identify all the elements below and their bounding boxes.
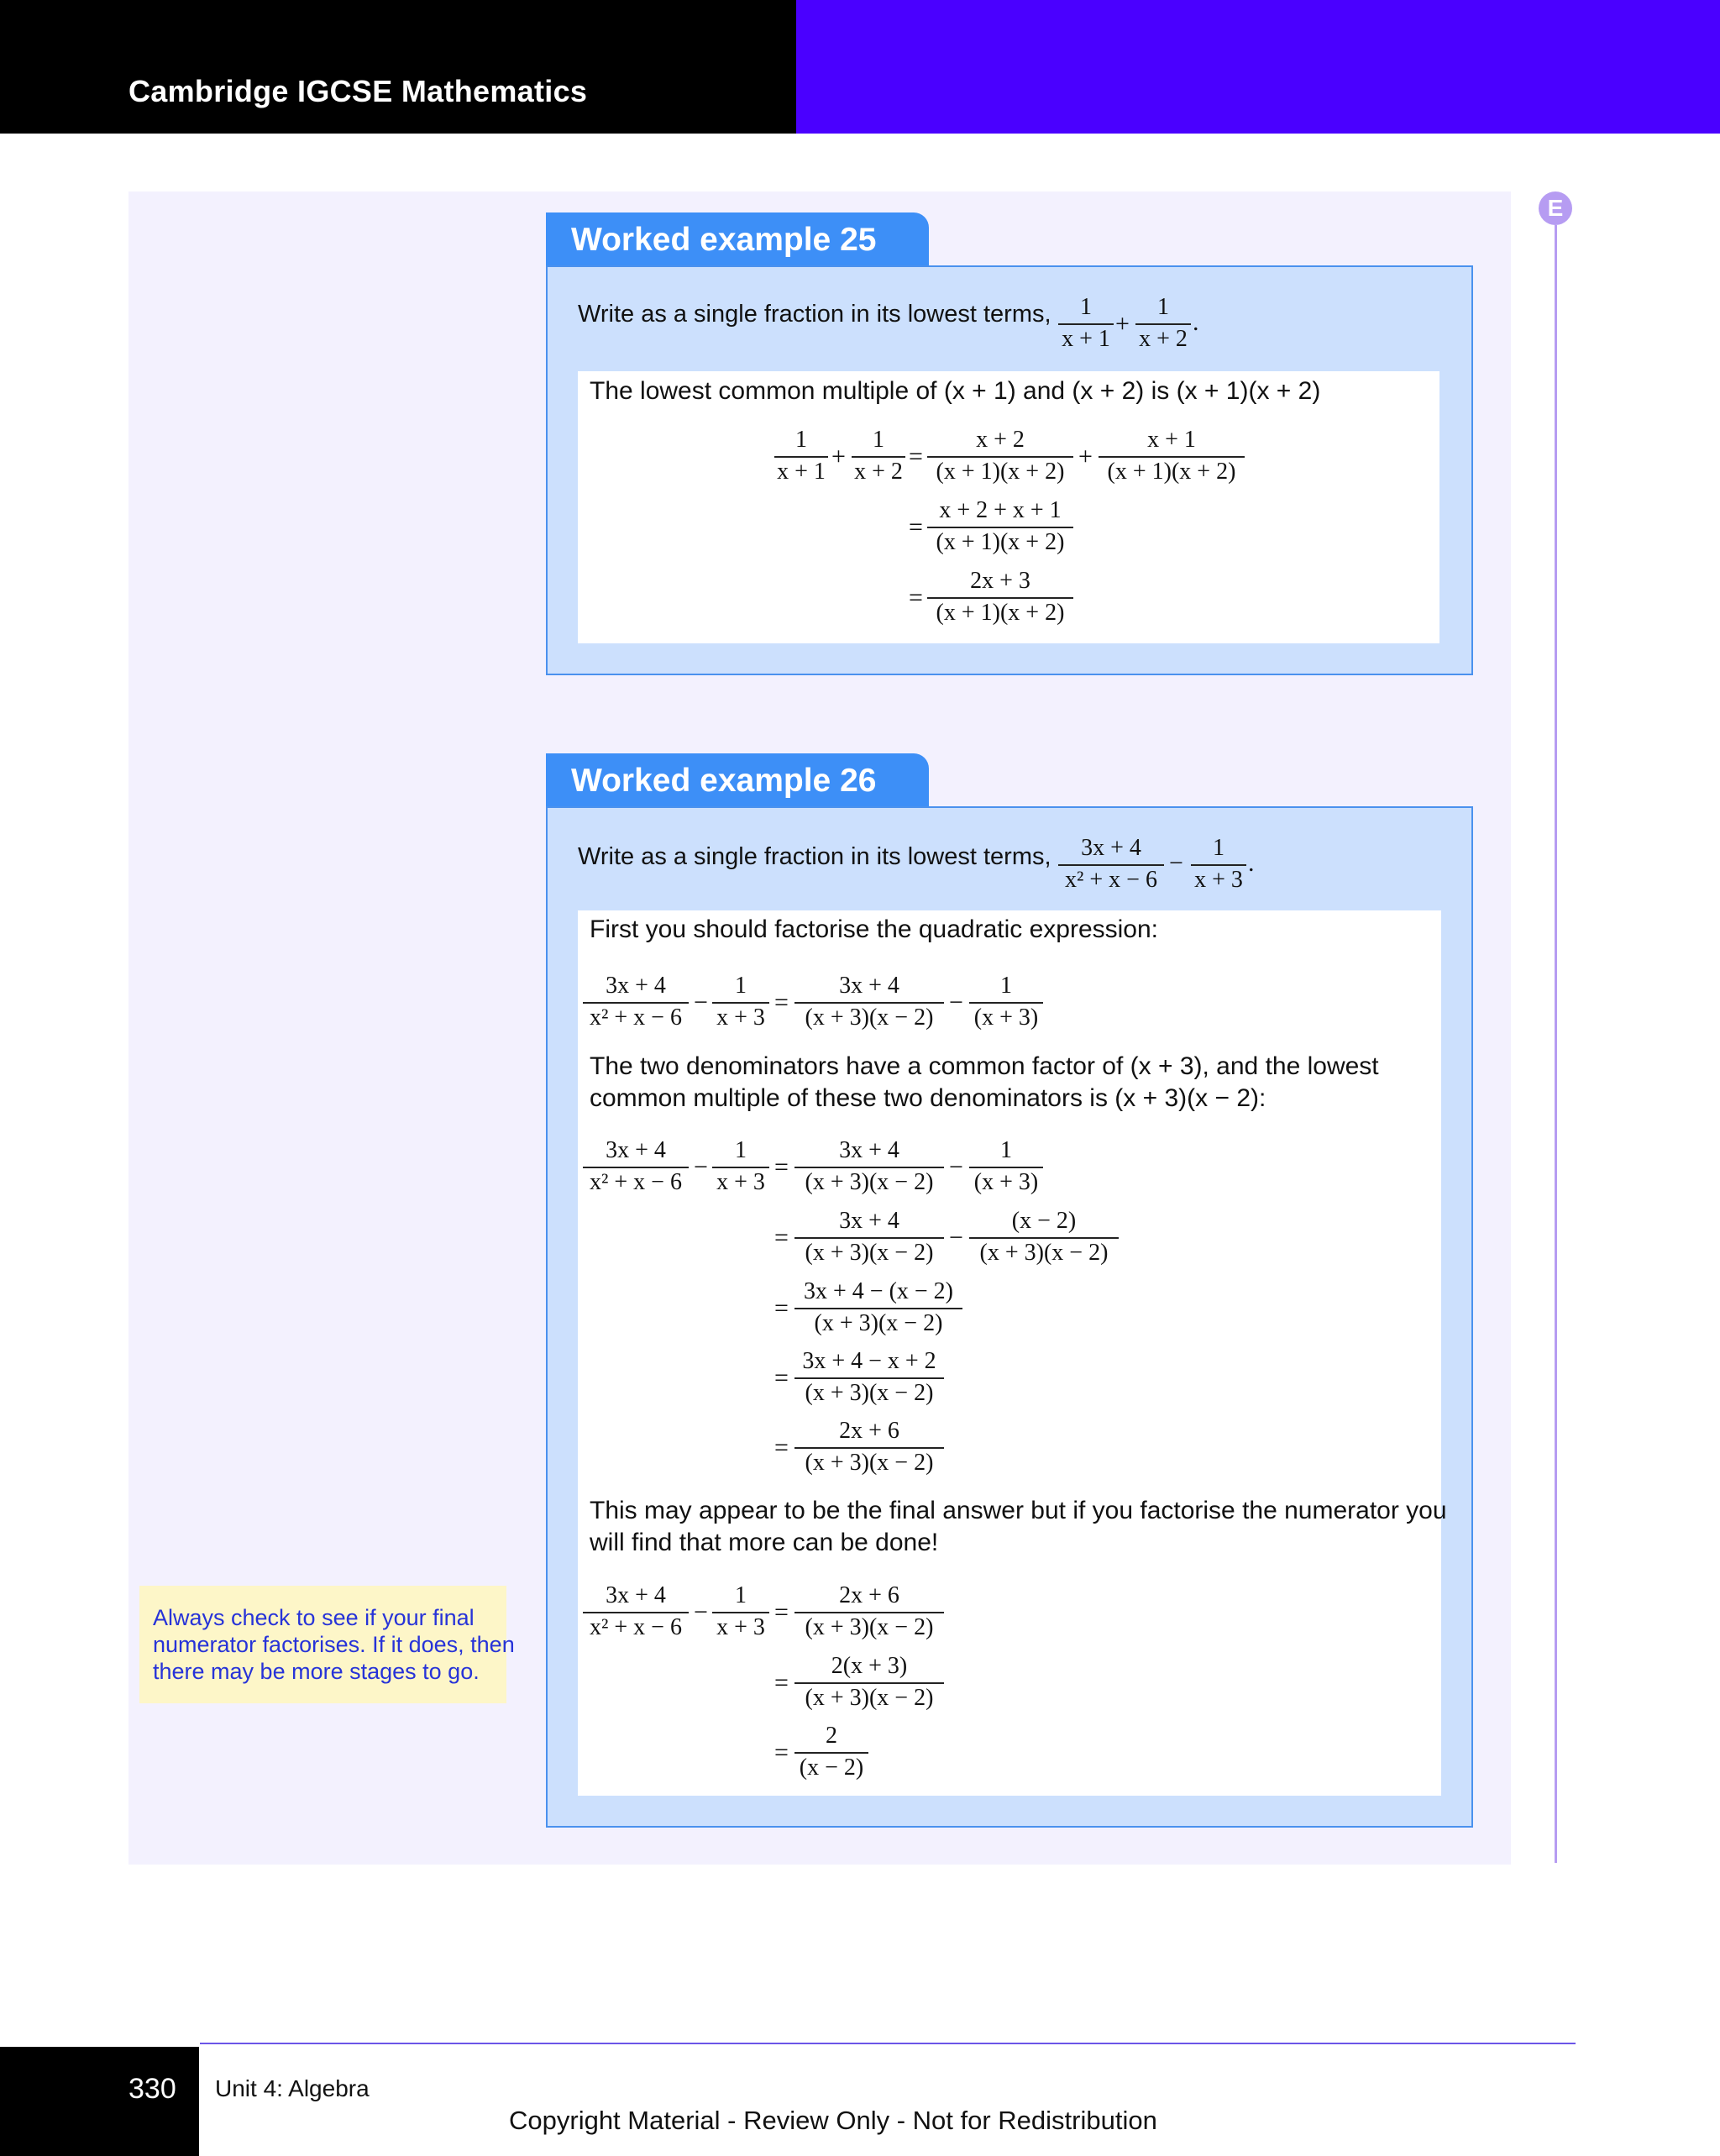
b5-fraction: 2x + 6 (x + 3)(x − 2) [794, 1418, 944, 1473]
b3-fraction: 3x + 4 − (x − 2) (x + 3)(x − 2) [794, 1278, 962, 1334]
equals-sign: = [774, 1598, 789, 1626]
minus-sign: − [949, 989, 963, 1016]
minus-sign: − [1169, 849, 1183, 877]
equals-sign: = [774, 1364, 789, 1392]
extended-badge: E [1539, 191, 1572, 225]
equals-sign: = [909, 584, 923, 611]
copyright-notice: Copyright Material - Review Only - Not for Redistribution [509, 2106, 1157, 2135]
a-fraction-1: 3x + 4 x² + x − 6 [583, 973, 689, 1028]
plus-sign: + [1078, 443, 1093, 470]
c1-fraction-2: 1 x + 3 [712, 1582, 769, 1638]
b1-fraction-2: 1 x + 3 [712, 1137, 769, 1193]
header-accent-bar [796, 0, 1720, 134]
c3-fraction: 2 (x − 2) [794, 1723, 868, 1778]
final-answer-text-2: will find that more can be done! [590, 1529, 939, 1556]
worked-example-26-title: Worked example 26 [546, 753, 929, 809]
equals-sign: = [909, 513, 923, 541]
minus-sign: − [694, 1598, 708, 1626]
worked-example-25-title: Worked example 25 [546, 212, 929, 268]
equals-sign: = [774, 1153, 789, 1181]
minus-sign: − [949, 1153, 963, 1181]
c2-fraction: 2(x + 3) (x + 3)(x − 2) [794, 1653, 944, 1708]
full-stop: . [1193, 308, 1199, 336]
step3-fraction: 2x + 3 (x + 1)(x + 2) [927, 568, 1073, 623]
c1-fraction-3: 2x + 6 (x + 3)(x − 2) [794, 1582, 944, 1638]
lcm-text: The lowest common multiple of (x + 1) and (x + 2) is (x + 1)(x + 2) [590, 377, 1321, 405]
equals-sign: = [909, 443, 923, 470]
equals-sign: = [774, 1434, 789, 1461]
common-factor-text-1: The two denominators have a common factor of (x + 3), and the lowest [590, 1052, 1379, 1080]
a-fraction-2: 1 x + 3 [712, 973, 769, 1028]
step1-fraction-2: 1 x + 2 [852, 427, 905, 482]
tip-line: there may be more stages to go. [153, 1659, 480, 1684]
b1-fraction-3: 3x + 4 (x + 3)(x − 2) [794, 1137, 944, 1193]
question-text: Write as a single fraction in its lowest terms, [578, 843, 1051, 870]
a-fraction-3: 3x + 4 (x + 3)(x − 2) [794, 973, 944, 1028]
step2-fraction: x + 2 + x + 1 (x + 1)(x + 2) [927, 497, 1073, 553]
final-answer-text-1: This may appear to be the final answer but if you factorise the numerator you [590, 1497, 1447, 1524]
b4-fraction: 3x + 4 − x + 2 (x + 3)(x − 2) [794, 1348, 944, 1403]
worked-example-26-box [546, 806, 1473, 1828]
plus-sign: + [831, 443, 846, 470]
tip-line: numerator factorises. If it does, then [153, 1632, 515, 1657]
a-fraction-4: 1 (x + 3) [969, 973, 1043, 1028]
tip-line: Always check to see if your final [153, 1605, 475, 1630]
extended-rule [1555, 225, 1557, 1863]
full-stop: . [1248, 849, 1255, 877]
step1-fraction-1: 1 x + 1 [774, 427, 828, 482]
footer-rule [200, 2043, 1576, 2044]
equals-sign: = [774, 1294, 789, 1322]
c1-fraction-1: 3x + 4 x² + x − 6 [583, 1582, 689, 1638]
step1-fraction-3: x + 2 (x + 1)(x + 2) [927, 427, 1073, 482]
minus-sign: − [694, 1153, 708, 1181]
equals-sign: = [774, 1224, 789, 1251]
header-bar [0, 0, 796, 134]
b2-fraction-1: 3x + 4 (x + 3)(x − 2) [794, 1208, 944, 1263]
question-fraction-1: 3x + 4 x² + x − 6 [1058, 835, 1164, 890]
factorise-text: First you should factorise the quadratic expression: [590, 915, 1159, 943]
step1-fraction-4: x + 1 (x + 1)(x + 2) [1099, 427, 1245, 482]
minus-sign: − [694, 989, 708, 1016]
solution-area [578, 910, 1447, 1796]
page-number: 330 [128, 2073, 176, 2105]
worked-example-25-box [546, 265, 1473, 675]
b1-fraction-4: 1 (x + 3) [969, 1137, 1043, 1193]
b2-fraction-2: (x − 2) (x + 3)(x − 2) [969, 1208, 1119, 1263]
question-fraction-2: 1 x + 3 [1191, 835, 1246, 890]
b1-fraction-1: 3x + 4 x² + x − 6 [583, 1137, 689, 1193]
question-fraction-1: 1 x + 1 [1058, 294, 1114, 349]
question-fraction-2: 1 x + 2 [1135, 294, 1191, 349]
minus-sign: − [949, 1224, 963, 1251]
question-text: Write as a single fraction in its lowest terms, [578, 301, 1051, 328]
solution-area [578, 371, 1439, 643]
tip-box [139, 1586, 515, 1703]
equals-sign: = [774, 1669, 789, 1697]
book-title: Cambridge IGCSE Mathematics [128, 74, 588, 108]
plus-sign: + [1115, 310, 1130, 338]
unit-label: Unit 4: Algebra [215, 2075, 370, 2101]
equals-sign: = [774, 1739, 789, 1766]
equals-sign: = [774, 989, 789, 1016]
common-factor-text-2: common multiple of these two denominators is (x + 3)(x − 2): [590, 1084, 1266, 1112]
